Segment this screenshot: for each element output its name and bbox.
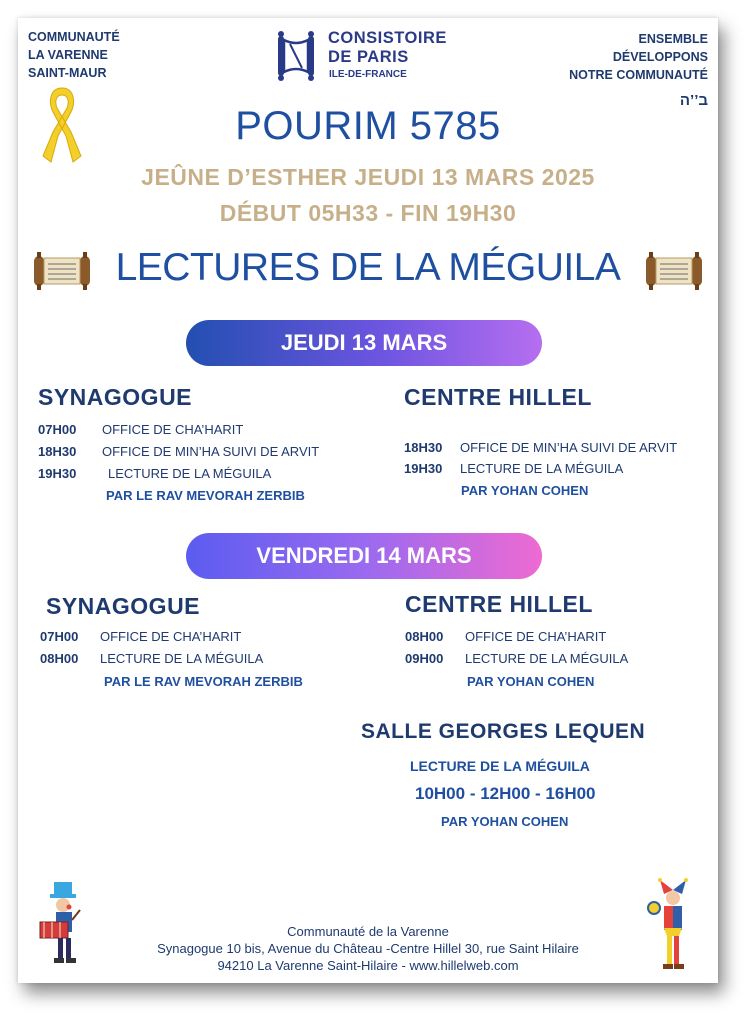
officiant: PAR LE RAV MEVORAH ZERBIB bbox=[106, 488, 305, 503]
salle-title: SALLE GEORGES LEQUEN bbox=[361, 720, 646, 743]
readings-title: LECTURES DE LA MÉGUILA bbox=[115, 246, 621, 289]
consistoire-title: CONSISTOIRE DE PARIS bbox=[328, 29, 447, 66]
synagogue-title: SYNAGOGUE bbox=[46, 593, 201, 619]
centre-hillel-title: CENTRE HILLEL bbox=[404, 384, 592, 410]
officiant: PAR YOHAN COHEN bbox=[467, 674, 595, 689]
fast-date: JEÛNE D’ESTHER JEUDI 13 MARS 2025 bbox=[141, 164, 595, 190]
hebrew-abbreviation: ב’’ה bbox=[679, 92, 708, 109]
salle-subtitle: LECTURE DE LA MÉGUILA bbox=[410, 758, 590, 774]
megillah-scroll-icon bbox=[644, 250, 704, 292]
community-slogan: ENSEMBLE DÉVELOPPONS NOTRE COMMUNAUTÉ bbox=[569, 32, 708, 82]
schedule-row: 19H30 LECTURE DE LA MÉGUILA bbox=[404, 461, 624, 476]
schedule-row: 08H00 OFFICE DE CHA’HARIT bbox=[405, 629, 607, 644]
community-name: COMMUNAUTÉ LA VARENNE SAINT-MAUR bbox=[28, 30, 120, 80]
torah-scroll-logo-icon bbox=[270, 30, 322, 82]
schedule-row: 18H30 OFFICE DE MIN’HA SUIVI DE ARVIT bbox=[404, 440, 678, 455]
schedule-row: 19H30 LECTURE DE LA MÉGUILA bbox=[38, 466, 272, 481]
synagogue-title: SYNAGOGUE bbox=[38, 384, 193, 410]
day-label-friday: VENDREDI 14 MARS bbox=[186, 533, 542, 579]
footer-address: Communauté de la Varenne Synagogue 10 bis, Avenue du Château -Centre Hillel 30, rue Saint Hilaire 94210 La Varenne Saint-Hilaire - www.hillelweb.com bbox=[157, 924, 579, 973]
centre-hillel-title: CENTRE HILLEL bbox=[405, 591, 593, 617]
fast-times: DÉBUT 05H33 - FIN 19H30 bbox=[219, 200, 517, 226]
schedule-row: 08H00 LECTURE DE LA MÉGUILA bbox=[40, 651, 264, 666]
officiant: PAR LE RAV MEVORAH ZERBIB bbox=[104, 674, 303, 689]
day-label-thursday: JEUDI 13 MARS bbox=[186, 320, 542, 366]
schedule-row: 07H00 OFFICE DE CHA’HARIT bbox=[38, 422, 244, 437]
poster bbox=[18, 18, 718, 983]
schedule-row: 18H30 OFFICE DE MIN’HA SUIVI DE ARVIT bbox=[38, 444, 320, 459]
officiant: PAR YOHAN COHEN bbox=[461, 483, 589, 498]
schedule-row: 07H00 OFFICE DE CHA’HARIT bbox=[40, 629, 242, 644]
schedule-row: 09H00 LECTURE DE LA MÉGUILA bbox=[405, 651, 629, 666]
consistoire-subtitle: ILE-DE-FRANCE bbox=[329, 69, 407, 80]
page-title: POURIM 5785 bbox=[235, 104, 501, 148]
officiant: PAR YOHAN COHEN bbox=[441, 814, 569, 829]
salle-times: 10H00 - 12H00 - 16H00 bbox=[415, 784, 596, 803]
